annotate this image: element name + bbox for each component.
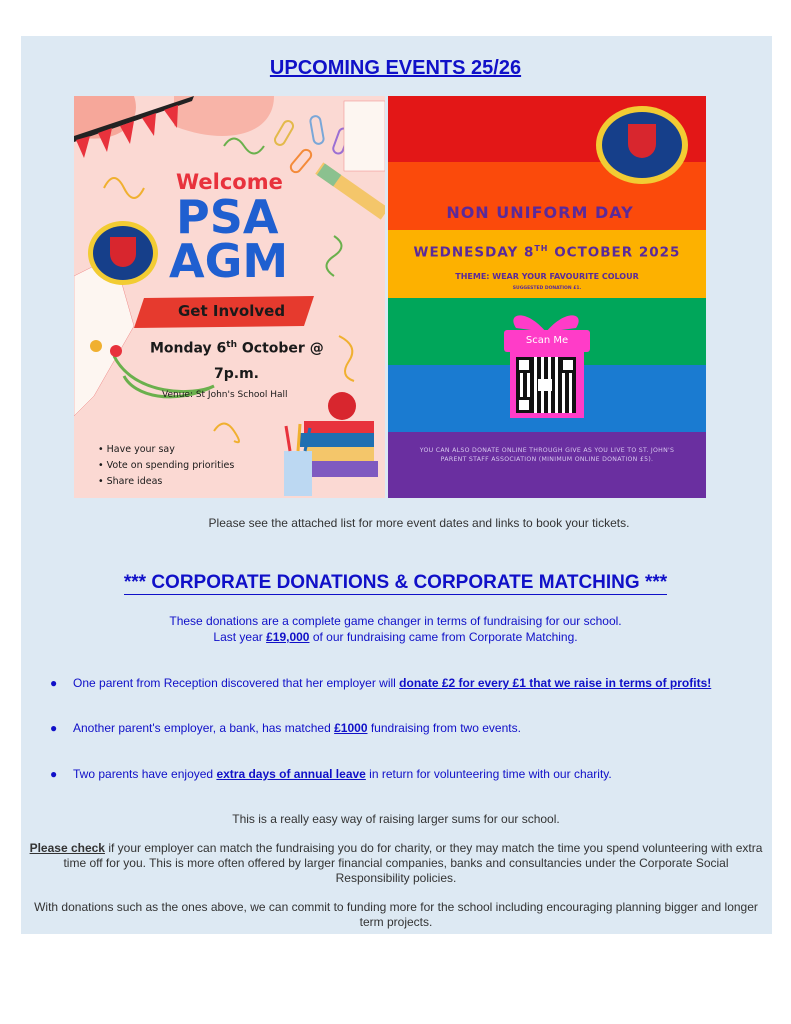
non-uniform-poster bbox=[388, 96, 706, 498]
please-check-text: Please check if your employer can match the fundraising you do for charity, or they may match the time you spend volunteering with extra time off for you. This is more often offered by larger financial companies, banks and consultancies under the Corporate Social Responsibility policies. bbox=[29, 841, 763, 885]
bullet-dot-icon: ● bbox=[50, 767, 58, 781]
school-crest-right bbox=[596, 106, 688, 184]
psa-agm-poster bbox=[74, 96, 385, 498]
nonuniform-title: NON UNIFORM DAY bbox=[446, 203, 634, 222]
band-purple bbox=[388, 432, 706, 498]
agm-bullet: • Share ideas bbox=[98, 476, 163, 487]
agm-title-agm: AGM bbox=[169, 234, 289, 288]
closing-text: With donations such as the ones above, we can commit to funding more for the school including encouraging planning bigger and longer term projects. bbox=[34, 900, 758, 929]
agm-poster-decoration bbox=[74, 96, 385, 498]
nonuniform-footer: YOU CAN ALSO DONATE ONLINE THROUGH GIVE AS YOU LIVE TO ST. JOHN'S PARENT STAFF ASSOCIATION (MINIMUM ONLINE DONATION £5). bbox=[419, 447, 675, 463]
nonuniform-date: WEDNESDAY 8TH OCTOBER 2025 bbox=[413, 244, 681, 261]
intro-line-1: These donations are a complete game changer in terms of fundraising for our school. bbox=[169, 614, 622, 628]
corporate-heading: *** CORPORATE DONATIONS & CORPORATE MATCHING *** bbox=[123, 572, 668, 593]
attached-list-note: Please see the attached list for more event dates and links to book your tickets. bbox=[208, 516, 630, 530]
nonuniform-suggested: SUGGESTED DONATION £1. bbox=[512, 286, 582, 291]
qr-frame bbox=[510, 352, 584, 418]
upcoming-events-heading: UPCOMING EVENTS 25/26 bbox=[269, 57, 522, 79]
agm-date: Monday 6th October @ bbox=[150, 340, 324, 357]
corporate-intro bbox=[0, 613, 791, 645]
bullet-dot-icon: ● bbox=[50, 721, 58, 735]
agm-title-psa: PSA bbox=[176, 190, 279, 244]
school-crest-left bbox=[88, 221, 158, 285]
agm-time: 7p.m. bbox=[214, 366, 259, 382]
agm-get-involved: Get Involved bbox=[178, 302, 286, 320]
agm-venue: Venue: St John's School Hall bbox=[162, 390, 288, 400]
scan-me-label: Scan Me bbox=[525, 335, 569, 346]
easy-way-text: This is a really easy way of raising larger sums for our school. bbox=[232, 812, 560, 826]
bullet-dot-icon: ● bbox=[50, 676, 58, 690]
nonuniform-theme: THEME: WEAR YOUR FAVOURITE COLOUR bbox=[455, 272, 639, 281]
agm-bullet: • Vote on spending priorities bbox=[98, 460, 235, 471]
agm-bullet: • Have your say bbox=[98, 444, 175, 455]
intro-line-2: Last year £19,000 of our fundraising came from Corporate Matching. bbox=[213, 630, 578, 644]
qr-code-icon bbox=[516, 357, 576, 413]
agm-bullet-list bbox=[98, 442, 234, 490]
agm-welcome: Welcome bbox=[176, 170, 283, 194]
